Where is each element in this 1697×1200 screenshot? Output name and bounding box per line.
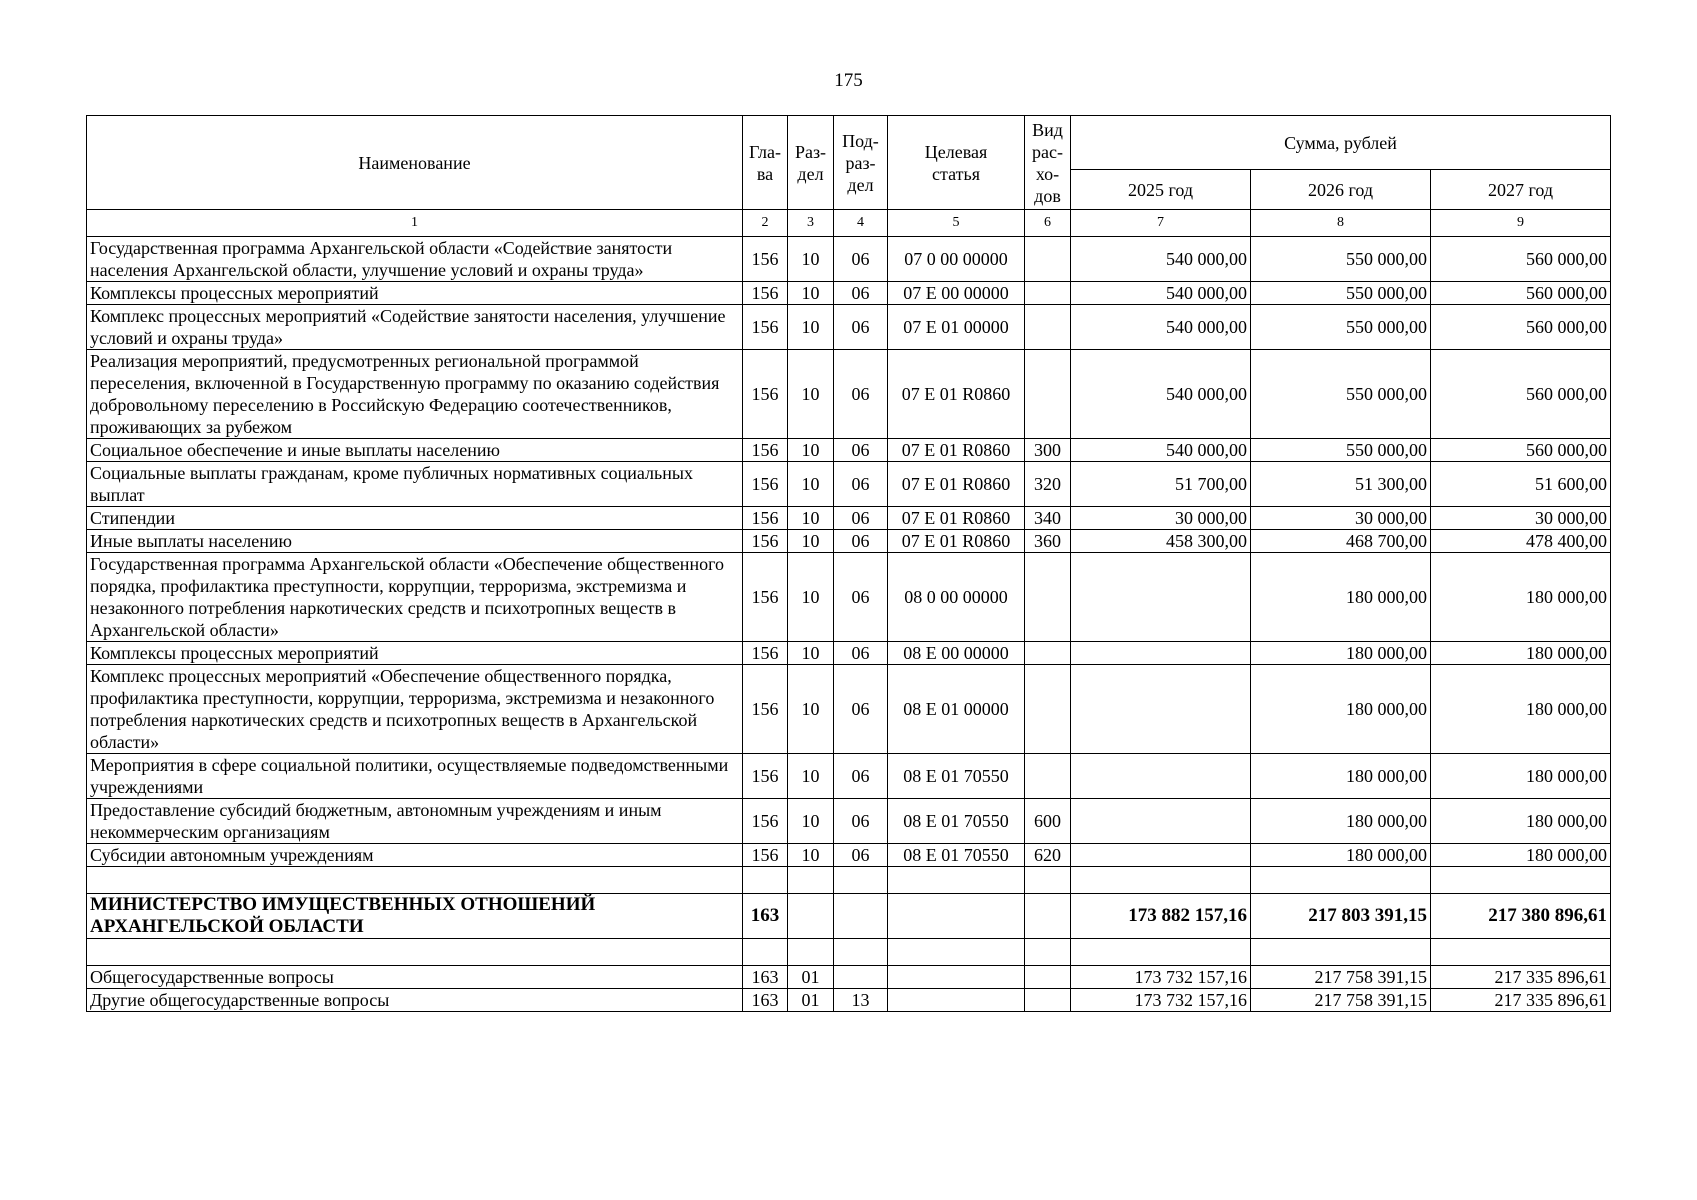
cell-section: 10 (788, 507, 834, 530)
cell-chapter: 156 (743, 237, 788, 282)
cell-subsection (834, 939, 888, 966)
header-year-2025: 2025 год (1071, 170, 1251, 210)
cell-name: Комплекс процессных мероприятий «Содействие занятости населения, улучшение условий и охраны труда» (87, 305, 743, 350)
cell-target-article: 07 Е 01 R0860 (888, 439, 1025, 462)
cell-target-article: 08 Е 00 00000 (888, 642, 1025, 665)
cell-amount-2027: 51 600,00 (1431, 462, 1611, 507)
cell-name: Комплекс процессных мероприятий «Обеспечение общественного порядка, профилактика преступности, коррупции, терроризма, экстремизма и незаконного потребления наркотических средств и психотропных веществ в Архангельской области» (87, 665, 743, 754)
cell-target-article: 07 Е 01 R0860 (888, 350, 1025, 439)
cell-amount-2027: 560 000,00 (1431, 237, 1611, 282)
cell-name: Стипендии (87, 507, 743, 530)
cell-expense-type (1025, 939, 1071, 966)
column-number: 1 (87, 210, 743, 237)
cell-section: 10 (788, 553, 834, 642)
header-target-article: Целевая статья (888, 116, 1025, 210)
cell-target-article: 07 Е 01 R0860 (888, 530, 1025, 553)
cell-amount-2027: 30 000,00 (1431, 507, 1611, 530)
cell-section: 10 (788, 305, 834, 350)
column-number: 4 (834, 210, 888, 237)
cell-chapter (743, 939, 788, 966)
table-row (87, 799, 1611, 844)
table-row (87, 989, 1611, 1012)
cell-amount-2027: 217 380 896,61 (1431, 894, 1611, 939)
cell-target-article: 07 Е 01 R0860 (888, 507, 1025, 530)
cell-section: 10 (788, 439, 834, 462)
table-row (87, 305, 1611, 350)
cell-amount-2026: 217 758 391,15 (1251, 989, 1431, 1012)
cell-section: 01 (788, 966, 834, 989)
cell-target-article: 08 0 00 00000 (888, 553, 1025, 642)
cell-target-article: 07 Е 00 00000 (888, 282, 1025, 305)
table-body (87, 237, 1611, 1012)
cell-amount-2025: 540 000,00 (1071, 350, 1251, 439)
header-year-2026: 2026 год (1251, 170, 1431, 210)
cell-chapter: 156 (743, 754, 788, 799)
cell-target-article (888, 989, 1025, 1012)
cell-amount-2025: 51 700,00 (1071, 462, 1251, 507)
cell-name: Иные выплаты населению (87, 530, 743, 553)
cell-chapter: 163 (743, 966, 788, 989)
column-number: 6 (1025, 210, 1071, 237)
page-number: 175 (834, 70, 863, 91)
cell-expense-type (1025, 237, 1071, 282)
cell-name (87, 939, 743, 966)
cell-expense-type (1025, 867, 1071, 894)
cell-expense-type (1025, 305, 1071, 350)
cell-amount-2027: 180 000,00 (1431, 642, 1611, 665)
cell-section (788, 867, 834, 894)
cell-section: 10 (788, 237, 834, 282)
header-chapter: Гла- ва (743, 116, 788, 210)
cell-amount-2025 (1071, 665, 1251, 754)
cell-section: 10 (788, 665, 834, 754)
budget-table (86, 115, 1611, 1012)
cell-subsection: 06 (834, 754, 888, 799)
column-number: 3 (788, 210, 834, 237)
cell-chapter: 156 (743, 642, 788, 665)
cell-amount-2027 (1431, 867, 1611, 894)
cell-chapter: 156 (743, 553, 788, 642)
column-number: 7 (1071, 210, 1251, 237)
cell-target-article: 08 Е 01 70550 (888, 799, 1025, 844)
cell-target-article: 08 Е 01 70550 (888, 754, 1025, 799)
table-row (87, 530, 1611, 553)
cell-subsection: 06 (834, 462, 888, 507)
cell-amount-2026: 468 700,00 (1251, 530, 1431, 553)
cell-section (788, 939, 834, 966)
cell-subsection: 06 (834, 665, 888, 754)
cell-amount-2025: 540 000,00 (1071, 282, 1251, 305)
cell-name: Государственная программа Архангельской области «Обеспечение общественного порядка, профилактика преступности, коррупции, терроризма, экстремизма и незаконного потребления наркотических средств и психотропных веществ в Архангельской области» (87, 553, 743, 642)
cell-section: 10 (788, 530, 834, 553)
table-header (87, 116, 1611, 237)
cell-amount-2025 (1071, 939, 1251, 966)
cell-subsection: 13 (834, 989, 888, 1012)
cell-subsection: 06 (834, 507, 888, 530)
cell-name: МИНИСТЕРСТВО ИМУЩЕСТВЕННЫХ ОТНОШЕНИЙ АРХАНГЕЛЬСКОЙ ОБЛАСТИ (87, 894, 743, 939)
cell-amount-2027 (1431, 939, 1611, 966)
cell-amount-2025 (1071, 867, 1251, 894)
cell-amount-2027: 560 000,00 (1431, 350, 1611, 439)
cell-amount-2025 (1071, 844, 1251, 867)
cell-subsection: 06 (834, 553, 888, 642)
table-row (87, 754, 1611, 799)
cell-expense-type (1025, 665, 1071, 754)
cell-section: 10 (788, 462, 834, 507)
cell-section: 10 (788, 754, 834, 799)
cell-name: Мероприятия в сфере социальной политики, осуществляемые подведомственными учреждениями (87, 754, 743, 799)
cell-chapter: 156 (743, 305, 788, 350)
column-number: 2 (743, 210, 788, 237)
cell-amount-2025: 540 000,00 (1071, 439, 1251, 462)
cell-target-article (888, 867, 1025, 894)
header-sum: Сумма, рублей (1071, 116, 1611, 170)
cell-name: Социальное обеспечение и иные выплаты населению (87, 439, 743, 462)
cell-amount-2026: 180 000,00 (1251, 799, 1431, 844)
cell-chapter: 156 (743, 462, 788, 507)
cell-subsection (834, 966, 888, 989)
cell-amount-2027: 180 000,00 (1431, 665, 1611, 754)
cell-chapter: 156 (743, 799, 788, 844)
cell-amount-2027: 180 000,00 (1431, 799, 1611, 844)
cell-expense-type: 600 (1025, 799, 1071, 844)
cell-amount-2026: 180 000,00 (1251, 553, 1431, 642)
cell-expense-type: 360 (1025, 530, 1071, 553)
cell-target-article (888, 939, 1025, 966)
cell-expense-type (1025, 553, 1071, 642)
cell-amount-2026: 217 758 391,15 (1251, 966, 1431, 989)
cell-name: Комплексы процессных мероприятий (87, 642, 743, 665)
cell-amount-2027: 180 000,00 (1431, 553, 1611, 642)
cell-subsection: 06 (834, 439, 888, 462)
cell-name: Социальные выплаты гражданам, кроме публичных нормативных социальных выплат (87, 462, 743, 507)
cell-amount-2026: 180 000,00 (1251, 844, 1431, 867)
cell-amount-2026: 180 000,00 (1251, 665, 1431, 754)
cell-name: Комплексы процессных мероприятий (87, 282, 743, 305)
cell-expense-type: 340 (1025, 507, 1071, 530)
cell-section: 10 (788, 844, 834, 867)
cell-subsection: 06 (834, 799, 888, 844)
cell-subsection (834, 867, 888, 894)
cell-chapter: 156 (743, 530, 788, 553)
cell-section: 10 (788, 350, 834, 439)
cell-name (87, 867, 743, 894)
cell-amount-2026 (1251, 939, 1431, 966)
cell-section: 01 (788, 989, 834, 1012)
cell-chapter: 156 (743, 507, 788, 530)
cell-target-article (888, 966, 1025, 989)
cell-subsection: 06 (834, 237, 888, 282)
cell-section: 10 (788, 799, 834, 844)
cell-target-article: 07 Е 01 R0860 (888, 462, 1025, 507)
cell-expense-type (1025, 966, 1071, 989)
cell-amount-2025 (1071, 642, 1251, 665)
cell-chapter: 163 (743, 989, 788, 1012)
table-row (87, 844, 1611, 867)
cell-amount-2027: 560 000,00 (1431, 305, 1611, 350)
cell-amount-2025 (1071, 799, 1251, 844)
table-row (87, 507, 1611, 530)
table-row (87, 642, 1611, 665)
cell-amount-2025: 458 300,00 (1071, 530, 1251, 553)
table-row (87, 665, 1611, 754)
table-row (87, 350, 1611, 439)
table-row (87, 966, 1611, 989)
table-row (87, 894, 1611, 939)
cell-amount-2026: 550 000,00 (1251, 350, 1431, 439)
cell-subsection: 06 (834, 844, 888, 867)
cell-chapter: 156 (743, 350, 788, 439)
cell-expense-type: 300 (1025, 439, 1071, 462)
cell-amount-2025 (1071, 754, 1251, 799)
header-section: Раз- дел (788, 116, 834, 210)
blank-row (87, 867, 1611, 894)
cell-name: Реализация мероприятий, предусмотренных региональной программой переселения, включенной в Государственную программу по оказанию содействия добровольному переселению в Российскую Федерацию соотечественников, проживающих за рубежом (87, 350, 743, 439)
table-row (87, 237, 1611, 282)
cell-amount-2025: 173 882 157,16 (1071, 894, 1251, 939)
cell-chapter (743, 867, 788, 894)
cell-subsection: 06 (834, 530, 888, 553)
cell-name: Государственная программа Архангельской области «Содействие занятости населения Архангельской области, улучшение условий и охраны труда» (87, 237, 743, 282)
cell-expense-type (1025, 894, 1071, 939)
cell-expense-type: 320 (1025, 462, 1071, 507)
cell-amount-2025 (1071, 553, 1251, 642)
cell-expense-type (1025, 989, 1071, 1012)
cell-amount-2027: 560 000,00 (1431, 439, 1611, 462)
blank-row (87, 939, 1611, 966)
cell-amount-2027: 478 400,00 (1431, 530, 1611, 553)
cell-subsection: 06 (834, 282, 888, 305)
header-expense-type: Вид рас- хо- дов (1025, 116, 1071, 210)
cell-chapter: 156 (743, 282, 788, 305)
cell-amount-2026: 180 000,00 (1251, 754, 1431, 799)
cell-amount-2027: 217 335 896,61 (1431, 989, 1611, 1012)
cell-amount-2027: 180 000,00 (1431, 844, 1611, 867)
cell-chapter: 156 (743, 844, 788, 867)
cell-section (788, 894, 834, 939)
cell-target-article: 07 0 00 00000 (888, 237, 1025, 282)
cell-amount-2025: 540 000,00 (1071, 305, 1251, 350)
table-row (87, 282, 1611, 305)
column-number: 8 (1251, 210, 1431, 237)
header-subsection: Под- раз- дел (834, 116, 888, 210)
cell-amount-2026: 217 803 391,15 (1251, 894, 1431, 939)
cell-amount-2026: 550 000,00 (1251, 439, 1431, 462)
cell-amount-2026: 51 300,00 (1251, 462, 1431, 507)
cell-section: 10 (788, 282, 834, 305)
cell-target-article: 08 Е 01 70550 (888, 844, 1025, 867)
cell-name: Другие общегосударственные вопросы (87, 989, 743, 1012)
cell-amount-2025: 173 732 157,16 (1071, 989, 1251, 1012)
cell-amount-2026: 30 000,00 (1251, 507, 1431, 530)
cell-target-article: 07 Е 01 00000 (888, 305, 1025, 350)
cell-subsection: 06 (834, 642, 888, 665)
cell-chapter: 163 (743, 894, 788, 939)
cell-chapter: 156 (743, 665, 788, 754)
cell-target-article (888, 894, 1025, 939)
cell-section: 10 (788, 642, 834, 665)
cell-expense-type: 620 (1025, 844, 1071, 867)
cell-amount-2026 (1251, 867, 1431, 894)
header-name: Наименование (87, 116, 743, 210)
cell-name: Субсидии автономным учреждениям (87, 844, 743, 867)
cell-amount-2026: 180 000,00 (1251, 642, 1431, 665)
cell-amount-2027: 217 335 896,61 (1431, 966, 1611, 989)
cell-expense-type (1025, 282, 1071, 305)
cell-amount-2027: 560 000,00 (1431, 282, 1611, 305)
cell-amount-2025: 30 000,00 (1071, 507, 1251, 530)
header-year-2027: 2027 год (1431, 170, 1611, 210)
table-row (87, 462, 1611, 507)
cell-amount-2026: 550 000,00 (1251, 305, 1431, 350)
cell-amount-2026: 550 000,00 (1251, 282, 1431, 305)
cell-expense-type (1025, 754, 1071, 799)
cell-amount-2025: 173 732 157,16 (1071, 966, 1251, 989)
cell-expense-type (1025, 642, 1071, 665)
cell-subsection: 06 (834, 350, 888, 439)
cell-name: Предоставление субсидий бюджетным, автономным учреждениям и иным некоммерческим организациям (87, 799, 743, 844)
cell-amount-2025: 540 000,00 (1071, 237, 1251, 282)
cell-amount-2027: 180 000,00 (1431, 754, 1611, 799)
column-number: 5 (888, 210, 1025, 237)
cell-expense-type (1025, 350, 1071, 439)
cell-target-article: 08 Е 01 00000 (888, 665, 1025, 754)
column-number: 9 (1431, 210, 1611, 237)
cell-chapter: 156 (743, 439, 788, 462)
cell-subsection (834, 894, 888, 939)
cell-amount-2026: 550 000,00 (1251, 237, 1431, 282)
table-row (87, 553, 1611, 642)
cell-name: Общегосударственные вопросы (87, 966, 743, 989)
table-row (87, 439, 1611, 462)
cell-subsection: 06 (834, 305, 888, 350)
